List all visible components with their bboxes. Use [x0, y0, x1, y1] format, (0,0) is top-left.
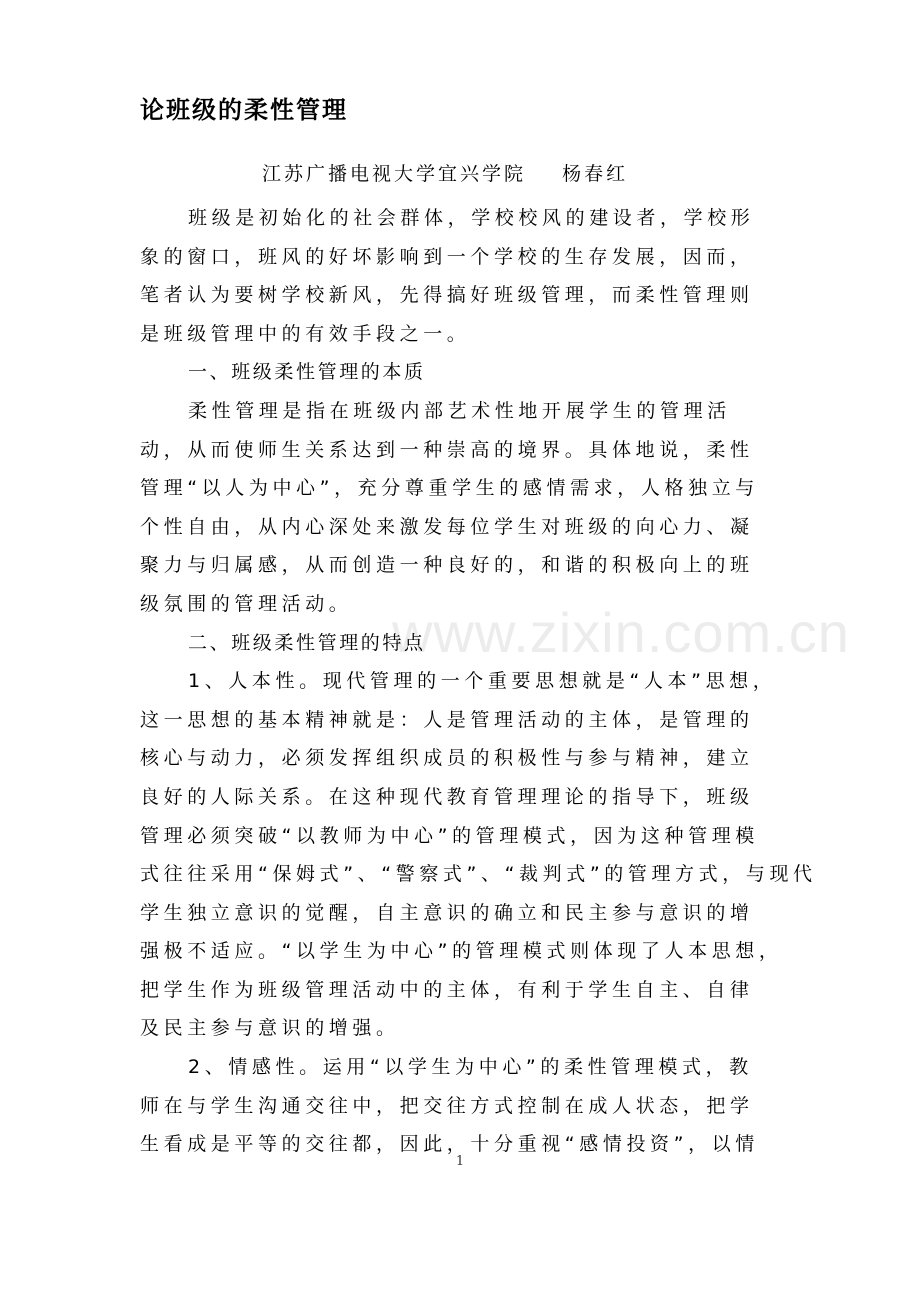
text-line: 师在与学生沟通交往中，把交往方式控制在成人状态，把学	[140, 1094, 754, 1117]
text-line: 这一思想的基本精神就是：人是管理活动的主体，是管理的	[140, 708, 754, 731]
text-line: 聚力与归属感，从而创造一种良好的，和谐的积极向上的班	[140, 554, 754, 577]
text-line: 动，从而使师生关系达到一种崇高的境界。具体地说，柔性	[140, 438, 754, 461]
watermark: www.zixin.com.cn	[392, 601, 850, 664]
text-line: 2、情感性。运用“以学生为中心”的柔性管理模式，教	[188, 1056, 753, 1079]
text-line: 强极不适应。“以学生为中心”的管理模式则体现了人本思想，	[140, 940, 783, 963]
text-line: 良好的人际关系。在这种现代教育管理理论的指导下，班级	[140, 785, 754, 808]
text-line: 生看成是平等的交往都，因此，十分重视“感情投资”，以情	[140, 1133, 759, 1156]
text-line: 管理“以人为中心”，充分尊重学生的感情需求，人格独立与	[140, 477, 759, 500]
text-line: 式往往采用“保姆式”、“警察式”、“裁判式”的管理方式，与现代	[140, 863, 817, 886]
section-heading: 一、班级柔性管理的本质	[188, 361, 426, 384]
text-line: 笔者认为要树学校新风，先得搞好班级管理，而柔性管理则	[140, 284, 754, 307]
section-heading: 二、班级柔性管理的特点	[188, 631, 426, 654]
text-line: 个性自由，从内心深处来激发每位学生对班级的向心力、凝	[140, 515, 754, 538]
text-line: 柔性管理是指在班级内部艺术性地开展学生的管理活	[188, 399, 731, 422]
text-line: 学生独立意识的觉醒，自主意识的确立和民主参与意识的增	[140, 901, 754, 924]
text-line: 是班级管理中的有效手段之一。	[140, 322, 471, 345]
text-line: 及民主参与意识的增强。	[140, 1017, 400, 1040]
text-line: 把学生作为班级管理活动中的主体，有利于学生自主、自律	[140, 978, 754, 1001]
text-line: 管理必须突破“以教师为中心”的管理模式，因为这种管理模	[140, 824, 759, 847]
page-number: 1	[455, 1154, 465, 1169]
text-line: 1、人本性。现代管理的一个重要思想就是“人本”思想，	[188, 670, 777, 693]
author-byline: 江苏广播电视大学宜兴学院 杨春红	[262, 163, 629, 185]
text-line: 级氛围的管理活动。	[140, 592, 353, 615]
text-line: 象的窗口，班风的好坏影响到一个学校的生存发展，因而，	[140, 245, 754, 268]
body-text	[140, 199, 817, 1164]
text-line: 班级是初始化的社会群体，学校校风的建设者，学校形	[188, 207, 755, 229]
document-title: 论班级的柔性管理	[140, 96, 348, 124]
text-line: 核心与动力，必须发挥组织成员的积极性与参与精神，建立	[140, 747, 754, 770]
